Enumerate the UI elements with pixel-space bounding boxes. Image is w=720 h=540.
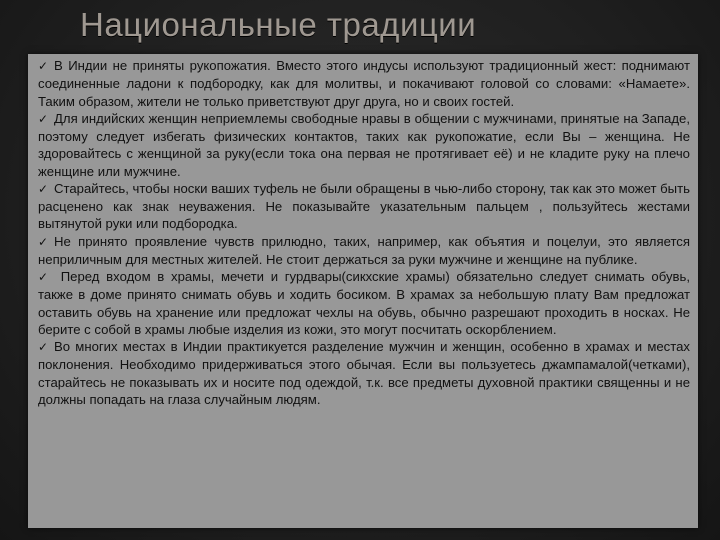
paragraph-text: Во многих местах в Индии практикуется разделение мужчин и женщин, особенно в храмах и местах поклонения. Необходимо придерживаться этого обычая. Если вы пользуетесь джампамалой(четками), старайтесь не показывать их и носите под одеждой, т.к. все предметы духовной практики священны и не должны попадать на глаза случайным людям. [38, 339, 690, 407]
paragraph-text: В Индии не приняты рукопожатия. Вместо этого индусы используют традиционный жест: поднимают соединенные ладони к подбородку, как для молитвы, и покачивают головой со словами: «Намаете». Таким образом, жители не только приветствуют друг друга, но и своих гостей. [38, 58, 690, 109]
paragraph-separation [38, 338, 690, 408]
paragraph-women [38, 110, 690, 180]
paragraph-greeting [38, 57, 690, 110]
paragraph-feelings [38, 233, 690, 269]
checkmark-icon: ✓ [38, 270, 49, 284]
checkmark-icon: ✓ [38, 59, 49, 73]
paragraph-temples [38, 268, 690, 338]
content-body [38, 57, 690, 408]
title-bar [0, 0, 720, 58]
checkmark-icon: ✓ [38, 234, 49, 249]
checkmark-icon: ✓ [38, 181, 49, 196]
paragraph-shoes [38, 180, 690, 233]
paragraph-text: Перед входом в храмы, мечети и гурдвары(сикхские храмы) обязательно следует снимать обувь, также в доме принято снимать обувь и ходить босиком. В храмах за небольшую плату Вам предложат оставить обувь на хранение или предложат чехлы на обувь, обычно разрешают проходить в носках. Не берите с собой в храмы любые изделия из кожи, это могут посчитать оскорблением. [38, 269, 690, 337]
paragraph-text: Для индийских женщин неприемлемы свободные нравы в общении с мужчинами, принятые на Западе, поэтому следует избегать физических контактов, таких как рукопожатие, если Вы – женщина. Не здоровайтесь с женщиной за руку(если тока она первая не протягивает её) и не кладите руку на плечо женщине или мужчине. [38, 110, 690, 179]
checkmark-icon: ✓ [38, 111, 49, 126]
slide-title: Национальные традиции [80, 6, 477, 43]
paragraph-text: Не принято проявление чувств прилюдно, таких, например, как объятия и поцелуи, это является неприличным для местных жителей. Не стоит держаться за руки мужчине и женщине на публике. [38, 233, 690, 267]
checkmark-icon: ✓ [38, 340, 49, 354]
paragraph-text: Старайтесь, чтобы носки ваших туфель не были обращены в чью-либо сторону, так как это может быть расценено как знак неуважения. Не показывайте указательным пальцем , пользуйтесь жестами вытянутой руки или подбородка. [38, 180, 690, 232]
